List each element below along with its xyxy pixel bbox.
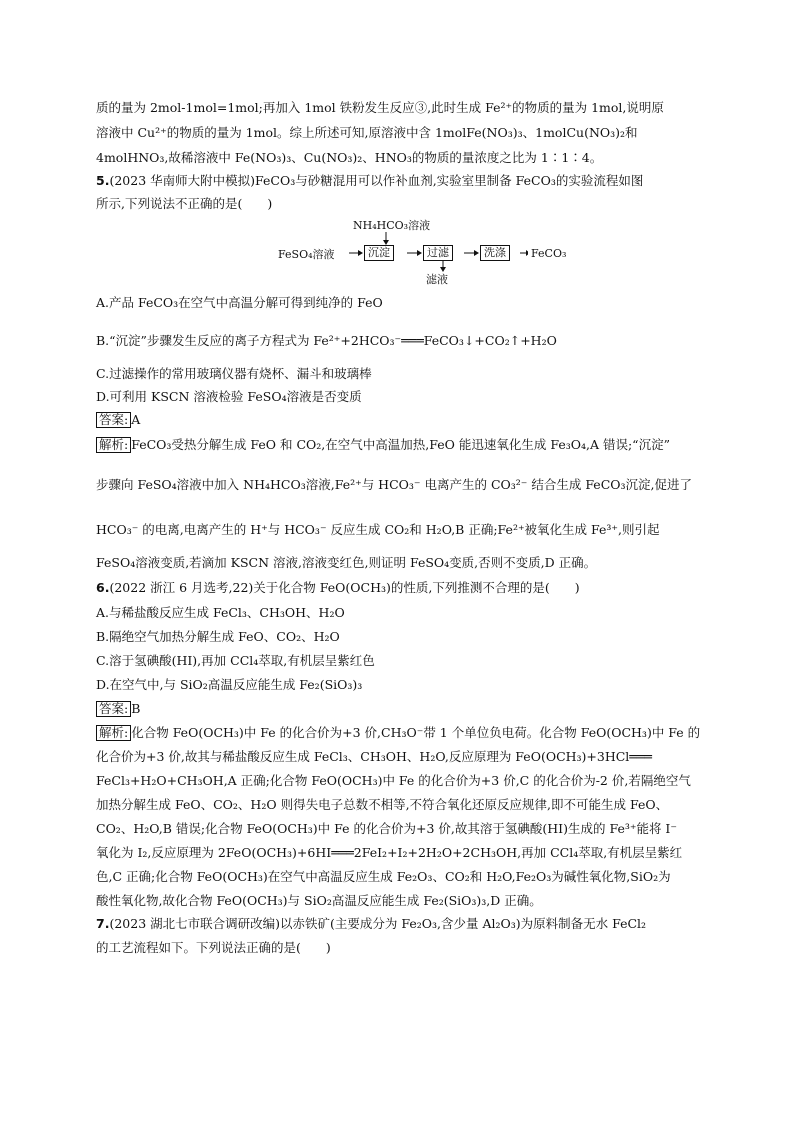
flow-start-label: FeSO₄溶液 — [278, 248, 335, 261]
flow-waste-label: 滤液 — [426, 273, 448, 286]
question-number: 5. — [96, 173, 110, 188]
analysis-line: FeSO₄溶液变质,若滴加 KSCN 溶液,溶液变红色,则证明 FeSO₄变质,否则不变质,D 正确。 — [96, 555, 597, 570]
analysis-label: 解析: — [96, 725, 131, 741]
option-b: B.“沉淀”步骤发生反应的离子方程式为 Fe²⁺+2HCO₃⁻═══FeCO₃↓+CO₂↑+H₂O — [96, 333, 557, 348]
answer-value: B — [131, 701, 141, 716]
analysis-line: CO₂、H₂O,B 错误;化合物 FeO(OCH₃)中 Fe 的化合价为+3 价,故其溶于氢碘酸(HI)生成的 Fe³⁺能将 I⁻ — [96, 821, 677, 836]
question-number: 6. — [96, 580, 110, 595]
flow-reagent-label: NH₄HCO₃溶液 — [353, 219, 431, 232]
question-5-stem — [96, 173, 643, 189]
analysis-text: FeCO₃受热分解生成 FeO 和 CO₂,在空气中高温加热,FeO 能迅速氧化生成 Fe₃O₄,A 错误;“沉淀” — [131, 437, 670, 452]
question-6-stem — [96, 580, 580, 596]
analysis-line: 酸性氧化物,故化合物 FeO(OCH₃)与 SiO₂高温反应能生成 Fe₂(SiO₃)₃,D 正确。 — [96, 893, 542, 908]
answer-label: 答案: — [96, 701, 131, 717]
flow-step-precipitate: 沉淀 — [364, 245, 394, 261]
answer-line — [96, 412, 140, 428]
question-stem-text: (2023 华南师大附中模拟)FeCO₃与砂糖混用可以作补血剂,实验室里制备 FeCO₃的实验流程如图 — [109, 173, 644, 188]
option-d: D.在空气中,与 SiO₂高温反应能生成 Fe₂(SiO₃)₃ — [96, 677, 363, 692]
analysis-line — [96, 437, 670, 453]
analysis-line — [96, 725, 700, 741]
flow-product-label: FeCO₃ — [531, 247, 567, 260]
option-a: A.与稀盐酸反应生成 FeCl₃、CH₃OH、H₂O — [96, 605, 345, 620]
analysis-line: HCO₃⁻ 的电离,电离产生的 H⁺与 HCO₃⁻ 反应生成 CO₂和 H₂O,B 正确;Fe²⁺被氧化生成 Fe³⁺,则引起 — [96, 522, 660, 537]
question-7-stem-cont: 的工艺流程如下。下列说法正确的是( ) — [96, 940, 331, 955]
text-line: 4molHNO₃,故稀溶液中 Fe(NO₃)₃、Cu(NO₃)₂、HNO₃的物质的量浓度之比为 1∶1∶4。 — [96, 150, 603, 165]
question-stem-text: (2022 浙江 6 月选考,22)关于化合物 FeO(OCH₃)的性质,下列推测不合理的是( ) — [109, 580, 580, 595]
analysis-text: 化合物 FeO(OCH₃)中 Fe 的化合价为+3 价,CH₃O⁻带 1 个单位负电荷。化合物 FeO(OCH₃)中 Fe 的 — [131, 725, 701, 740]
question-7-stem — [96, 916, 646, 932]
question-5-stem-cont: 所示,下列说法不正确的是( ) — [96, 196, 273, 211]
text-line: 溶液中 Cu²⁺的物质的量为 1mol。综上所述可知,原溶液中含 1molFe(NO₃)₃、1molCu(NO₃)₂和 — [96, 125, 638, 140]
question-number: 7. — [96, 916, 110, 931]
flow-step-wash: 洗涤 — [480, 245, 510, 261]
analysis-line: 加热分解生成 FeO、CO₂、H₂O 则得失电子总数不相等,不符合氧化还原反应规律,即不可能生成 FeO、 — [96, 797, 669, 812]
flow-diagram — [268, 215, 528, 285]
text-line: 质的量为 2mol-1mol=1mol;再加入 1mol 铁粉发生反应③,此时生成 Fe²⁺的物质的量为 1mol,说明原 — [96, 100, 664, 115]
option-a: A.产品 FeCO₃在空气中高温分解可得到纯净的 FeO — [96, 295, 383, 310]
analysis-line: 氧化为 I₂,反应原理为 2FeO(OCH₃)+6HI═══2FeI₂+I₂+2H₂O+2CH₃OH,再加 CCl₄萃取,有机层呈紫红 — [96, 845, 683, 860]
answer-line — [96, 701, 140, 717]
analysis-line: 化合价为+3 价,故其与稀盐酸反应生成 FeCl₃、CH₃OH、H₂O,反应原理为 FeO(OCH₃)+3HCl═══ — [96, 749, 652, 764]
analysis-line: FeCl₃+H₂O+CH₃OH,A 正确;化合物 FeO(OCH₃)中 Fe 的化合价为+3 价,C 的化合价为-2 价,若隔绝空气 — [96, 773, 691, 788]
answer-value: A — [131, 412, 141, 427]
option-c: C.过滤操作的常用玻璃仪器有烧杯、漏斗和玻璃棒 — [96, 366, 372, 381]
flow-step-filter: 过滤 — [423, 245, 453, 261]
option-c: C.溶于氢碘酸(HI),再加 CCl₄萃取,有机层呈紫红色 — [96, 653, 375, 668]
answer-label: 答案: — [96, 412, 131, 428]
option-b: B.隔绝空气加热分解生成 FeO、CO₂、H₂O — [96, 629, 340, 644]
analysis-line: 色,C 正确;化合物 FeO(OCH₃)在空气中高温反应生成 Fe₂O₃、CO₂和 H₂O,Fe₂O₃为碱性氧化物,SiO₂为 — [96, 869, 671, 884]
option-d: D.可利用 KSCN 溶液检验 FeSO₄溶液是否变质 — [96, 389, 362, 404]
analysis-line: 步骤向 FeSO₄溶液中加入 NH₄HCO₃溶液,Fe²⁺与 HCO₃⁻ 电离产生的 CO₃²⁻ 结合生成 FeCO₃沉淀,促进了 — [96, 477, 693, 492]
analysis-label: 解析: — [96, 437, 131, 453]
question-stem-text: (2023 湖北七市联合调研改编)以赤铁矿(主要成分为 Fe₂O₃,含少量 Al₂O₃)为原料制备无水 FeCl₂ — [109, 916, 647, 931]
